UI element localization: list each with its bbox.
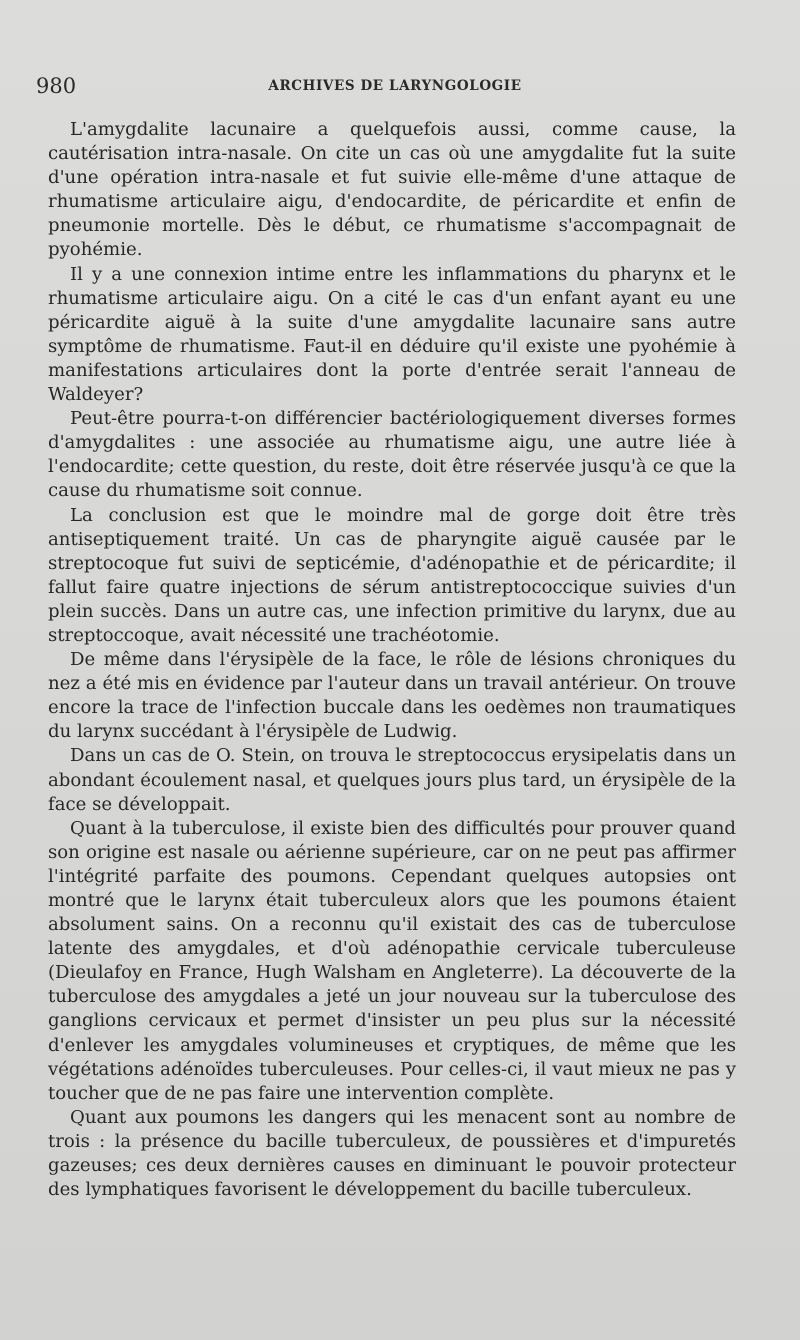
running-head: [36, 74, 754, 98]
paragraph: Il y a une connexion intime entre les inflammations du pharynx et le rhumatisme articulaire aigu. On a cité le cas d'un enfant ayant eu une péricardite aiguë à la suite d'une amygdalite lacunaire sans autre symptôme de rhumatisme. Faut-il en déduire qu'il existe une pyohémie à manifestations articulaires dont la porte d'entrée serait l'anneau de Waldeyer?: [48, 263, 736, 406]
paragraph: Quant à la tuberculose, il existe bien des difficultés pour prouver quand son origine est nasale ou aérienne supérieure, car on ne peut pas affirmer l'intégrité parfaite des poumons. Cependant quelques autopsies ont montré que le larynx était tuberculeux alors que les poumons étaient absolument sains. On a reconnu qu'il existait des cas de tuberculose latente des amygdales, et d'où adénopathie cervicale tuberculeuse (Dieulafoy en France, Hugh Walsham en Angleterre). La découverte de la tuberculose des amygdales a jeté un jour nouveau sur la tuberculose des ganglions cervicaux et permet d'insister un peu plus sur la nécessité d'enlever les amygdales volumineuses et cryptiques, de même que les végétations adénoïdes tuberculeuses. Pour celles-ci, il vaut mieux ne pas y toucher que de ne pas faire une intervention complète.: [48, 817, 736, 1104]
paragraph: De même dans l'érysipèle de la face, le rôle de lésions chroniques du nez a été mis en évidence par l'auteur dans un travail antérieur. On trouve encore la trace de l'infection buccale dans les oedèmes non traumatiques du larynx succédant à l'érysipèle de Ludwig.: [48, 649, 736, 743]
paragraph: Quant aux poumons les dangers qui les menacent sont au nombre de trois : la présence du bacille tuberculeux, de poussières et d'impuretés gazeuses; ces deux dernières causes en diminuant le pouvoir protecteur des lymphatiques favorisent le développement du bacille tuberculeux.: [48, 1106, 736, 1201]
journal-title: ARCHIVES DE LARYNGOLOGIE: [268, 78, 522, 94]
paragraph: Peut-être pourra-t-on différencier bactériologiquement diverses formes d'amygdalites : une associée au rhumatisme aigu, une autre liée à l'endocardite; cette question, du reste, doit être réservée jusqu'à ce que la cause du rhumatisme soit connue.: [48, 408, 736, 502]
paragraph: L'amygdalite lacunaire a quelquefois aussi, comme cause, la cautérisation intra-nasale. On cite un cas où une amygdalite fut la suite d'une opération intra-nasale et fut suivie elle-même d'une attaque de rhumatisme articulaire aigu, d'endocardite, de péricardite et enfin de pneumonie mortelle. Dès le début, ce rhumatisme s'accompagnait de pyohémie.: [48, 119, 736, 261]
paragraph: Dans un cas de O. Stein, on trouva le streptococcus erysipelatis dans un abondant écoulement nasal, et quelques jours plus tard, un érysipèle de la face se développait.: [48, 745, 736, 815]
paragraph: La conclusion est que le moindre mal de gorge doit être très antiseptiquement traité. Un cas de pharyngite aiguë causée par le streptocoque fut suivi de septicémie, d'adénopathie et de péricardite; il fallut faire quatre injections de sérum antistreptococcique suivies d'un plein succès. Dans un autre cas, une infection primitive du larynx, due au streptoccoque, avait nécessité une trachéotomie.: [48, 504, 736, 646]
page-number: 980: [36, 74, 77, 98]
article-body: [48, 118, 736, 1202]
